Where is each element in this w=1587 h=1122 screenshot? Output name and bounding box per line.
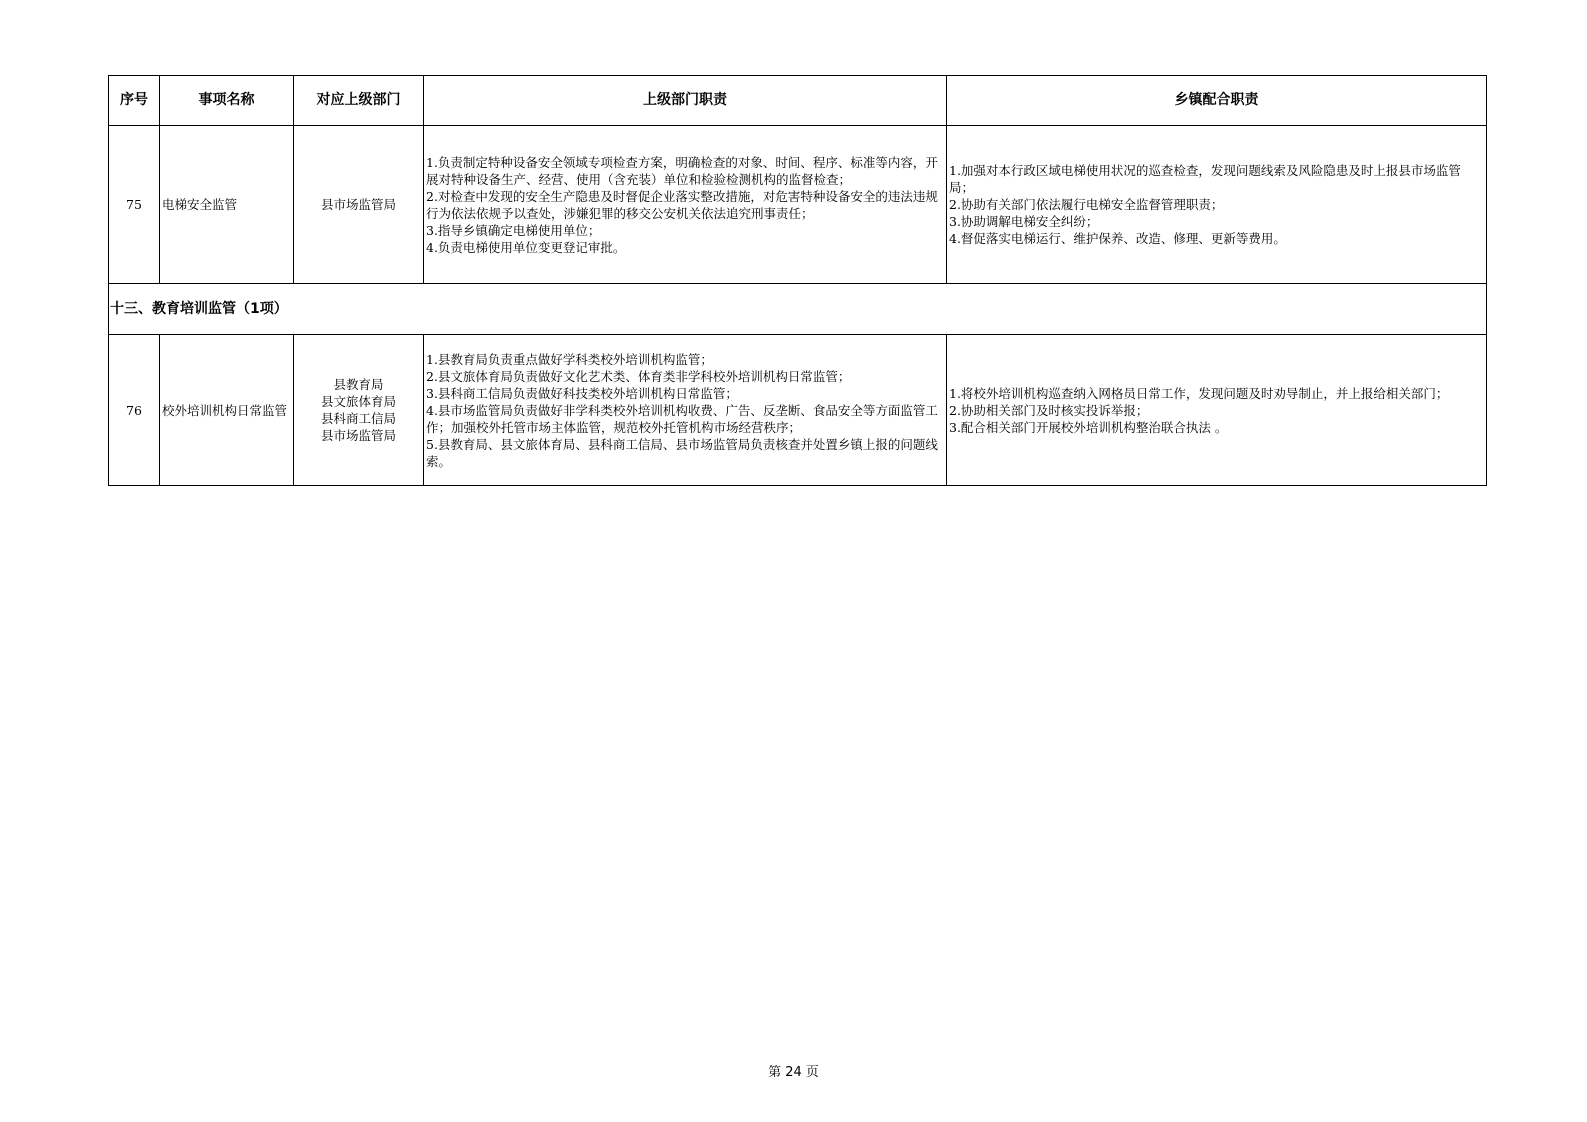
header-item-name: 事项名称 (160, 76, 294, 126)
row-seq: 76 (109, 335, 160, 486)
upper-duty-item: 1.负责制定特种设备安全领域专项检查方案，明确检查的对象、时间、程序、标准等内容，开展对特种设备生产、经营、使用（含充装）单位和检验检测机构的监督检查； (426, 154, 938, 187)
upper-duty-item: 4.县市场监管局负责做好非学科类校外培训机构收费、广告、反垄断、食品安全等方面监管工作；加强校外托管市场主体监管，规范校外托管机构市场经营秩序； (426, 402, 938, 435)
duty-table (108, 75, 1487, 486)
page-number: 第 24 页 (768, 1065, 819, 1080)
header-town-duties: 乡镇配合职责 (947, 76, 1487, 126)
dept-line: 县市场监管局 (320, 197, 396, 212)
row-town-duties (947, 335, 1487, 486)
town-duty-item: 3.配合相关部门开展校外培训机构整治联合执法 。 (949, 419, 1228, 435)
table-row-76 (109, 335, 1487, 486)
town-duty-item: 2.协助相关部门及时核实投诉举报； (949, 402, 1149, 418)
row-upper-duties (424, 335, 947, 486)
header-seq: 序号 (109, 76, 160, 126)
dept-line: 县市场监管局 (320, 428, 396, 443)
row-upper-duties (424, 126, 947, 284)
dept-line: 县科商工信局 (320, 411, 396, 426)
row-town-duties (947, 126, 1487, 284)
upper-duty-item: 4.负责电梯使用单位变更登记审批。 (426, 239, 626, 255)
town-duty-item: 4.督促落实电梯运行、维护保养、改造、修理、更新等费用。 (949, 231, 1286, 246)
header-dept: 对应上级部门 (294, 76, 424, 126)
dept-line: 县教育局 (333, 377, 384, 392)
row-dept (294, 126, 424, 284)
upper-duty-item: 3.县科商工信局负责做好科技类校外培训机构日常监管； (426, 385, 738, 401)
section-title: 十三、教育培训监管（1项） (109, 284, 1487, 335)
town-duty-item: 1.加强对本行政区域电梯使用状况的巡查检查，发现问题线索及风险隐患及时上报县市场监管局； (949, 163, 1461, 195)
upper-duty-item: 2.对检查中发现的安全生产隐患及时督促企业落实整改措施，对危害特种设备安全的违法违规行为依法依规予以查处，涉嫌犯罪的移交公安机关依法追究刑事责任； (426, 188, 938, 221)
table-row-75 (109, 126, 1487, 284)
row-seq: 75 (109, 126, 160, 284)
row-item-name: 电梯安全监管 (160, 126, 294, 284)
town-duty-item: 2.协助有关部门依法履行电梯安全监督管理职责； (949, 197, 1224, 212)
upper-duty-item: 5.县教育局、县文旅体育局、县科商工信局、县市场监管局负责核查并处置乡镇上报的问题线索。 (426, 436, 938, 469)
upper-duty-item: 1.县教育局负责重点做好学科类校外培训机构监管； (426, 351, 713, 367)
upper-duty-item: 2.县文旅体育局负责做好文化艺术类、体育类非学科校外培训机构日常监管； (426, 368, 851, 384)
header-row (109, 76, 1487, 126)
town-duty-item: 3.协助调解电梯安全纠纷； (949, 214, 1099, 229)
row-dept (294, 335, 424, 486)
dept-line: 县文旅体育局 (320, 394, 396, 409)
row-item-name: 校外培训机构日常监管 (160, 335, 294, 486)
upper-duty-item: 3.指导乡镇确定电梯使用单位； (426, 222, 601, 238)
section-row (109, 284, 1487, 335)
header-upper-duties: 上级部门职责 (424, 76, 947, 126)
town-duty-item: 1.将校外培训机构巡查纳入网格员日常工作，发现问题及时劝导制止，并上报给相关部门； (949, 385, 1449, 401)
